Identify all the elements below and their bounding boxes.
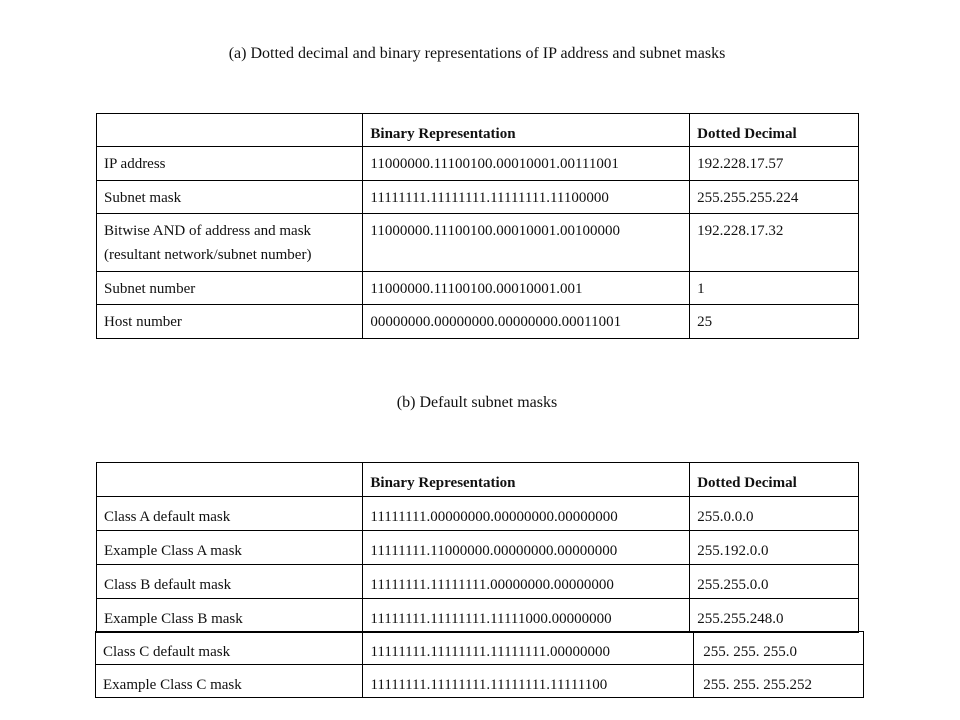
default-subnet-masks-table xyxy=(96,462,859,633)
table-row-bitwise-and xyxy=(97,214,859,272)
caption-default-subnet-masks: (b) Default subnet masks xyxy=(396,394,558,411)
binary-cell: 11111111.11111111.00000000.00000000 xyxy=(363,565,690,599)
table-row-class-c-default xyxy=(96,632,864,665)
dotted-cell: 255.255.255.224 xyxy=(690,181,859,214)
table-header-row xyxy=(97,114,859,147)
dotted-cell: 255.255.248.0 xyxy=(690,599,859,633)
table-header-row xyxy=(97,463,859,497)
row-label: Class A default mask xyxy=(97,497,363,531)
row-label: IP address xyxy=(97,147,363,181)
row-label xyxy=(97,214,363,272)
dotted-cell: 255. 255. 255.252 xyxy=(694,665,864,698)
row-label-line-2: (resultant network/subnet number) xyxy=(104,247,312,263)
dotted-cell: 25 xyxy=(690,305,859,339)
binary-cell: 11111111.11111111.11111111.11111100 xyxy=(363,665,694,698)
dotted-cell: 192.228.17.32 xyxy=(690,214,859,272)
row-label-line-1: Bitwise AND of address and mask xyxy=(104,223,312,239)
binary-cell: 11000000.11100100.00010001.001 xyxy=(363,272,690,305)
caption-dotted-decimal-binary: (a) Dotted decimal and binary representations of IP address and subnet masks xyxy=(228,45,726,62)
header-dotted-decimal: Dotted Decimal xyxy=(690,114,859,147)
header-binary-representation: Binary Representation xyxy=(363,114,690,147)
row-label: Host number xyxy=(97,305,363,339)
row-label: Subnet mask xyxy=(97,181,363,214)
table-row-example-class-c xyxy=(96,665,864,698)
dotted-cell: 255.0.0.0 xyxy=(690,497,859,531)
binary-cell: 11111111.11111111.11111111.00000000 xyxy=(363,632,694,665)
table-row-class-b-default xyxy=(97,565,859,599)
row-label: Example Class A mask xyxy=(97,531,363,565)
table-row-class-a-default xyxy=(97,497,859,531)
dotted-cell: 1 xyxy=(690,272,859,305)
class-c-masks-table xyxy=(95,631,864,698)
dotted-cell: 192.228.17.57 xyxy=(690,147,859,181)
row-label: Example Class B mask xyxy=(97,599,363,633)
binary-cell: 11111111.11111111.11111111.11100000 xyxy=(363,181,690,214)
binary-cell: 00000000.00000000.00000000.00011001 xyxy=(363,305,690,339)
table-row-example-class-b xyxy=(97,599,859,633)
table-row-subnet-mask xyxy=(97,181,859,214)
header-binary-representation: Binary Representation xyxy=(363,463,690,497)
row-label: Class B default mask xyxy=(97,565,363,599)
dotted-cell: 255.255.0.0 xyxy=(690,565,859,599)
row-label: Subnet number xyxy=(97,272,363,305)
table-row-ip-address xyxy=(97,147,859,181)
binary-cell: 11000000.11100100.00010001.00111001 xyxy=(363,147,690,181)
row-label: Class C default mask xyxy=(96,632,363,665)
table-row-example-class-a xyxy=(97,531,859,565)
binary-cell: 11111111.11000000.00000000.00000000 xyxy=(363,531,690,565)
ip-address-subnet-table xyxy=(96,113,859,339)
binary-cell: 11111111.11111111.11111000.00000000 xyxy=(363,599,690,633)
binary-cell: 11000000.11100100.00010001.00100000 xyxy=(363,214,690,272)
dotted-cell: 255.192.0.0 xyxy=(690,531,859,565)
header-blank-cell xyxy=(97,463,363,497)
header-dotted-decimal: Dotted Decimal xyxy=(690,463,859,497)
table-row-subnet-number xyxy=(97,272,859,305)
row-label: Example Class C mask xyxy=(96,665,363,698)
binary-cell: 11111111.00000000.00000000.00000000 xyxy=(363,497,690,531)
dotted-cell: 255. 255. 255.0 xyxy=(694,632,864,665)
table-row-host-number xyxy=(97,305,859,339)
header-blank-cell xyxy=(97,114,363,147)
